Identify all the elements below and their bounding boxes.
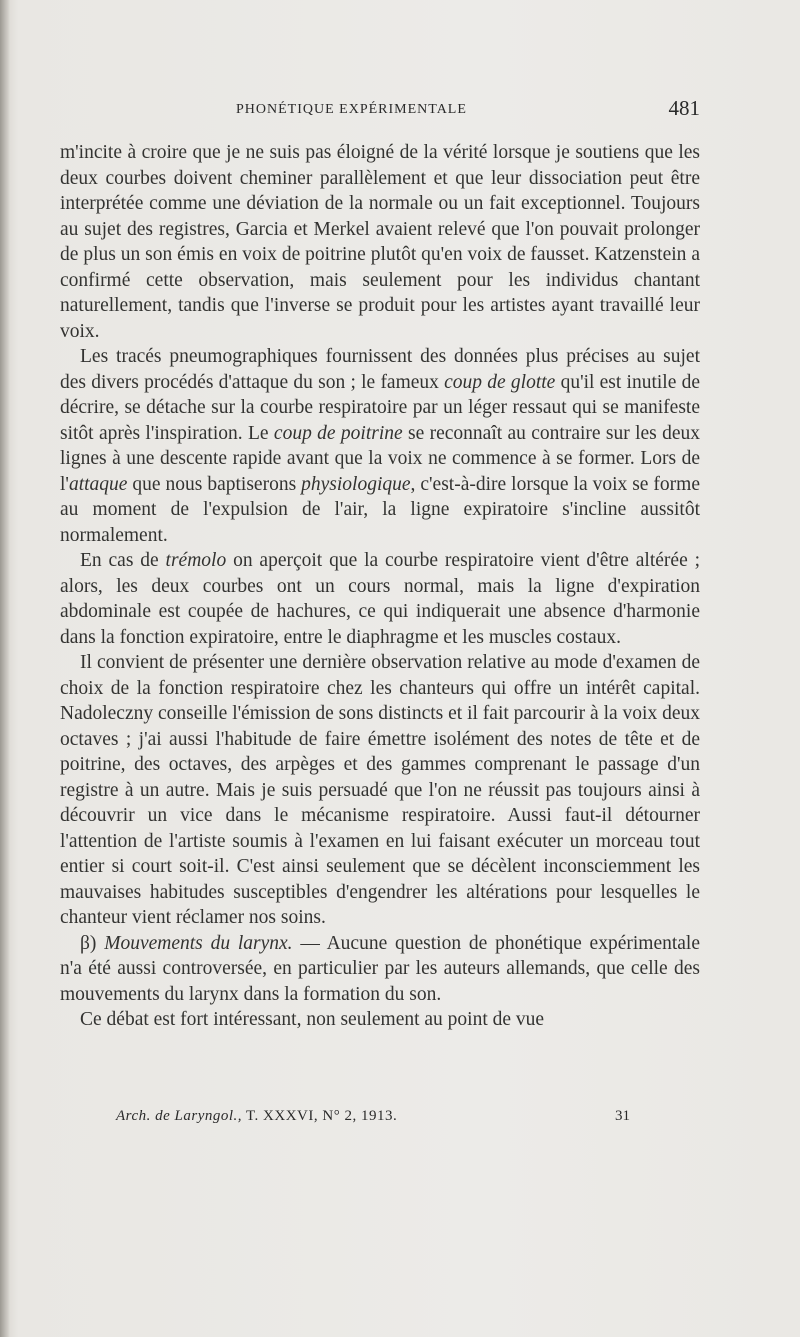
text-run: on aperçoit que la courbe respiratoire vient d'être altérée ; alors, les deux courbes ont un cours normal, mais la ligne d'expiration abdominale est coupée de hachures, ce qui indiquerait une absence d'harmonie dans la fonction expiratoire, entre le diaphragme et les muscles costaux. <box>60 550 700 648</box>
page-binding-edge <box>0 0 10 1337</box>
italic-text: physiologique <box>301 473 411 495</box>
italic-text: attaque <box>68 473 128 495</box>
text-run: se reconnaît au contraire sur les deux lignes à une descente rapide avant que la voix ne commence à se former. Lors de l' <box>60 422 701 495</box>
text-run: β) <box>80 932 105 954</box>
journal-volume: T. XXXVI, N° 2, 1913. <box>242 1108 398 1124</box>
text-run: Il convient de présenter une dernière observation relative au mode d'examen de choix de la fonction respiratoire chez les chanteurs qui offre un intérêt capital. Nadoleczny conseille l'émission de sons distincts et il fait parcourir à la voix deux octaves ; j'ai aussi l'habitude de faire émettre isolément des notes de tête et de poitrine, des octaves, des arpèges et des gammes comprenant le passage d'un registre à un autre. Mais je suis persuadé que l'on ne réussit pas toujours ainsi à découvrir un vice dans le mécanisme respiratoire. Aussi faut-il détourner l'attention de l'artiste soumis à l'examen en lui faisant exécuter un morceau tout entier si court soit-il. C'est ainsi seulement que se décèlent inconsciemment les mauvaises habitudes susceptibles d'engendrer les altérations pour lesquelles le chanteur vient réclamer nos soins. <box>60 652 700 928</box>
text-run: qu'il est inutile de décrire, se détache sur la courbe respiratoire par un léger ressaut qui se manifeste sitôt après l'inspiration. Le <box>60 371 701 444</box>
paragraph <box>60 931 700 1008</box>
paragraph <box>60 1007 700 1033</box>
text-run: En cas de <box>80 550 166 571</box>
text-run: — Aucune question de phonétique expérimentale n'a été aussi controversée, en particulier par les auteurs allemands, que celle des mouvements du larynx dans la formation du son. <box>60 932 700 1005</box>
text-run: , c'est-à-dire lorsque la voix se forme au moment de l'expulsion de l'air, la ligne expiratoire s'incline aussitôt normalement. <box>60 473 700 546</box>
paragraph <box>60 140 700 344</box>
journal-title: Arch. de Laryngol., <box>116 1108 243 1124</box>
italic-text: coup de glotte <box>444 371 556 393</box>
paragraph <box>60 548 700 650</box>
paragraph <box>60 344 700 548</box>
journal-citation <box>116 1108 397 1125</box>
paragraph <box>60 650 700 931</box>
text-run: m'incite à croire que je ne suis pas éloigné de la vérité lorsque je soutiens que les deux courbes doivent cheminer parallèlement et que leur dissociation peut être interprétée comme une déviation de la normale ou un fait exceptionnel. Toujours au sujet des registres, Garcia et Merkel avaient relevé que l'on pouvait prolonger de plus un son émis en voix de poitrine plutôt qu'en voix de fausset. Katzenstein a confirmé cette observation, mais seulement pour les individus chantant naturellement, tandis que l'inverse se produit pour les artistes ayant travaillé leur voix. <box>60 142 700 342</box>
body-text <box>60 140 700 1033</box>
text-run: Les tracés pneumographiques fournissent des données plus précises au sujet des divers procédés d'attaque du son ; le fameux <box>60 346 700 393</box>
text-run: Ce débat est fort intéressant, non seulement au point de vue <box>80 1009 545 1030</box>
text-run: que nous baptiserons <box>127 473 302 495</box>
page-header <box>60 96 700 126</box>
page-footer <box>60 1108 700 1130</box>
italic-text: Mouvements du larynx. <box>104 932 293 954</box>
page-number: 481 <box>668 96 700 120</box>
italic-text: trémolo <box>165 550 227 571</box>
signature-mark: 31 <box>615 1108 630 1124</box>
running-title: PHONÉTIQUE EXPÉRIMENTALE <box>236 102 467 117</box>
italic-text: coup de poitrine <box>273 422 403 444</box>
